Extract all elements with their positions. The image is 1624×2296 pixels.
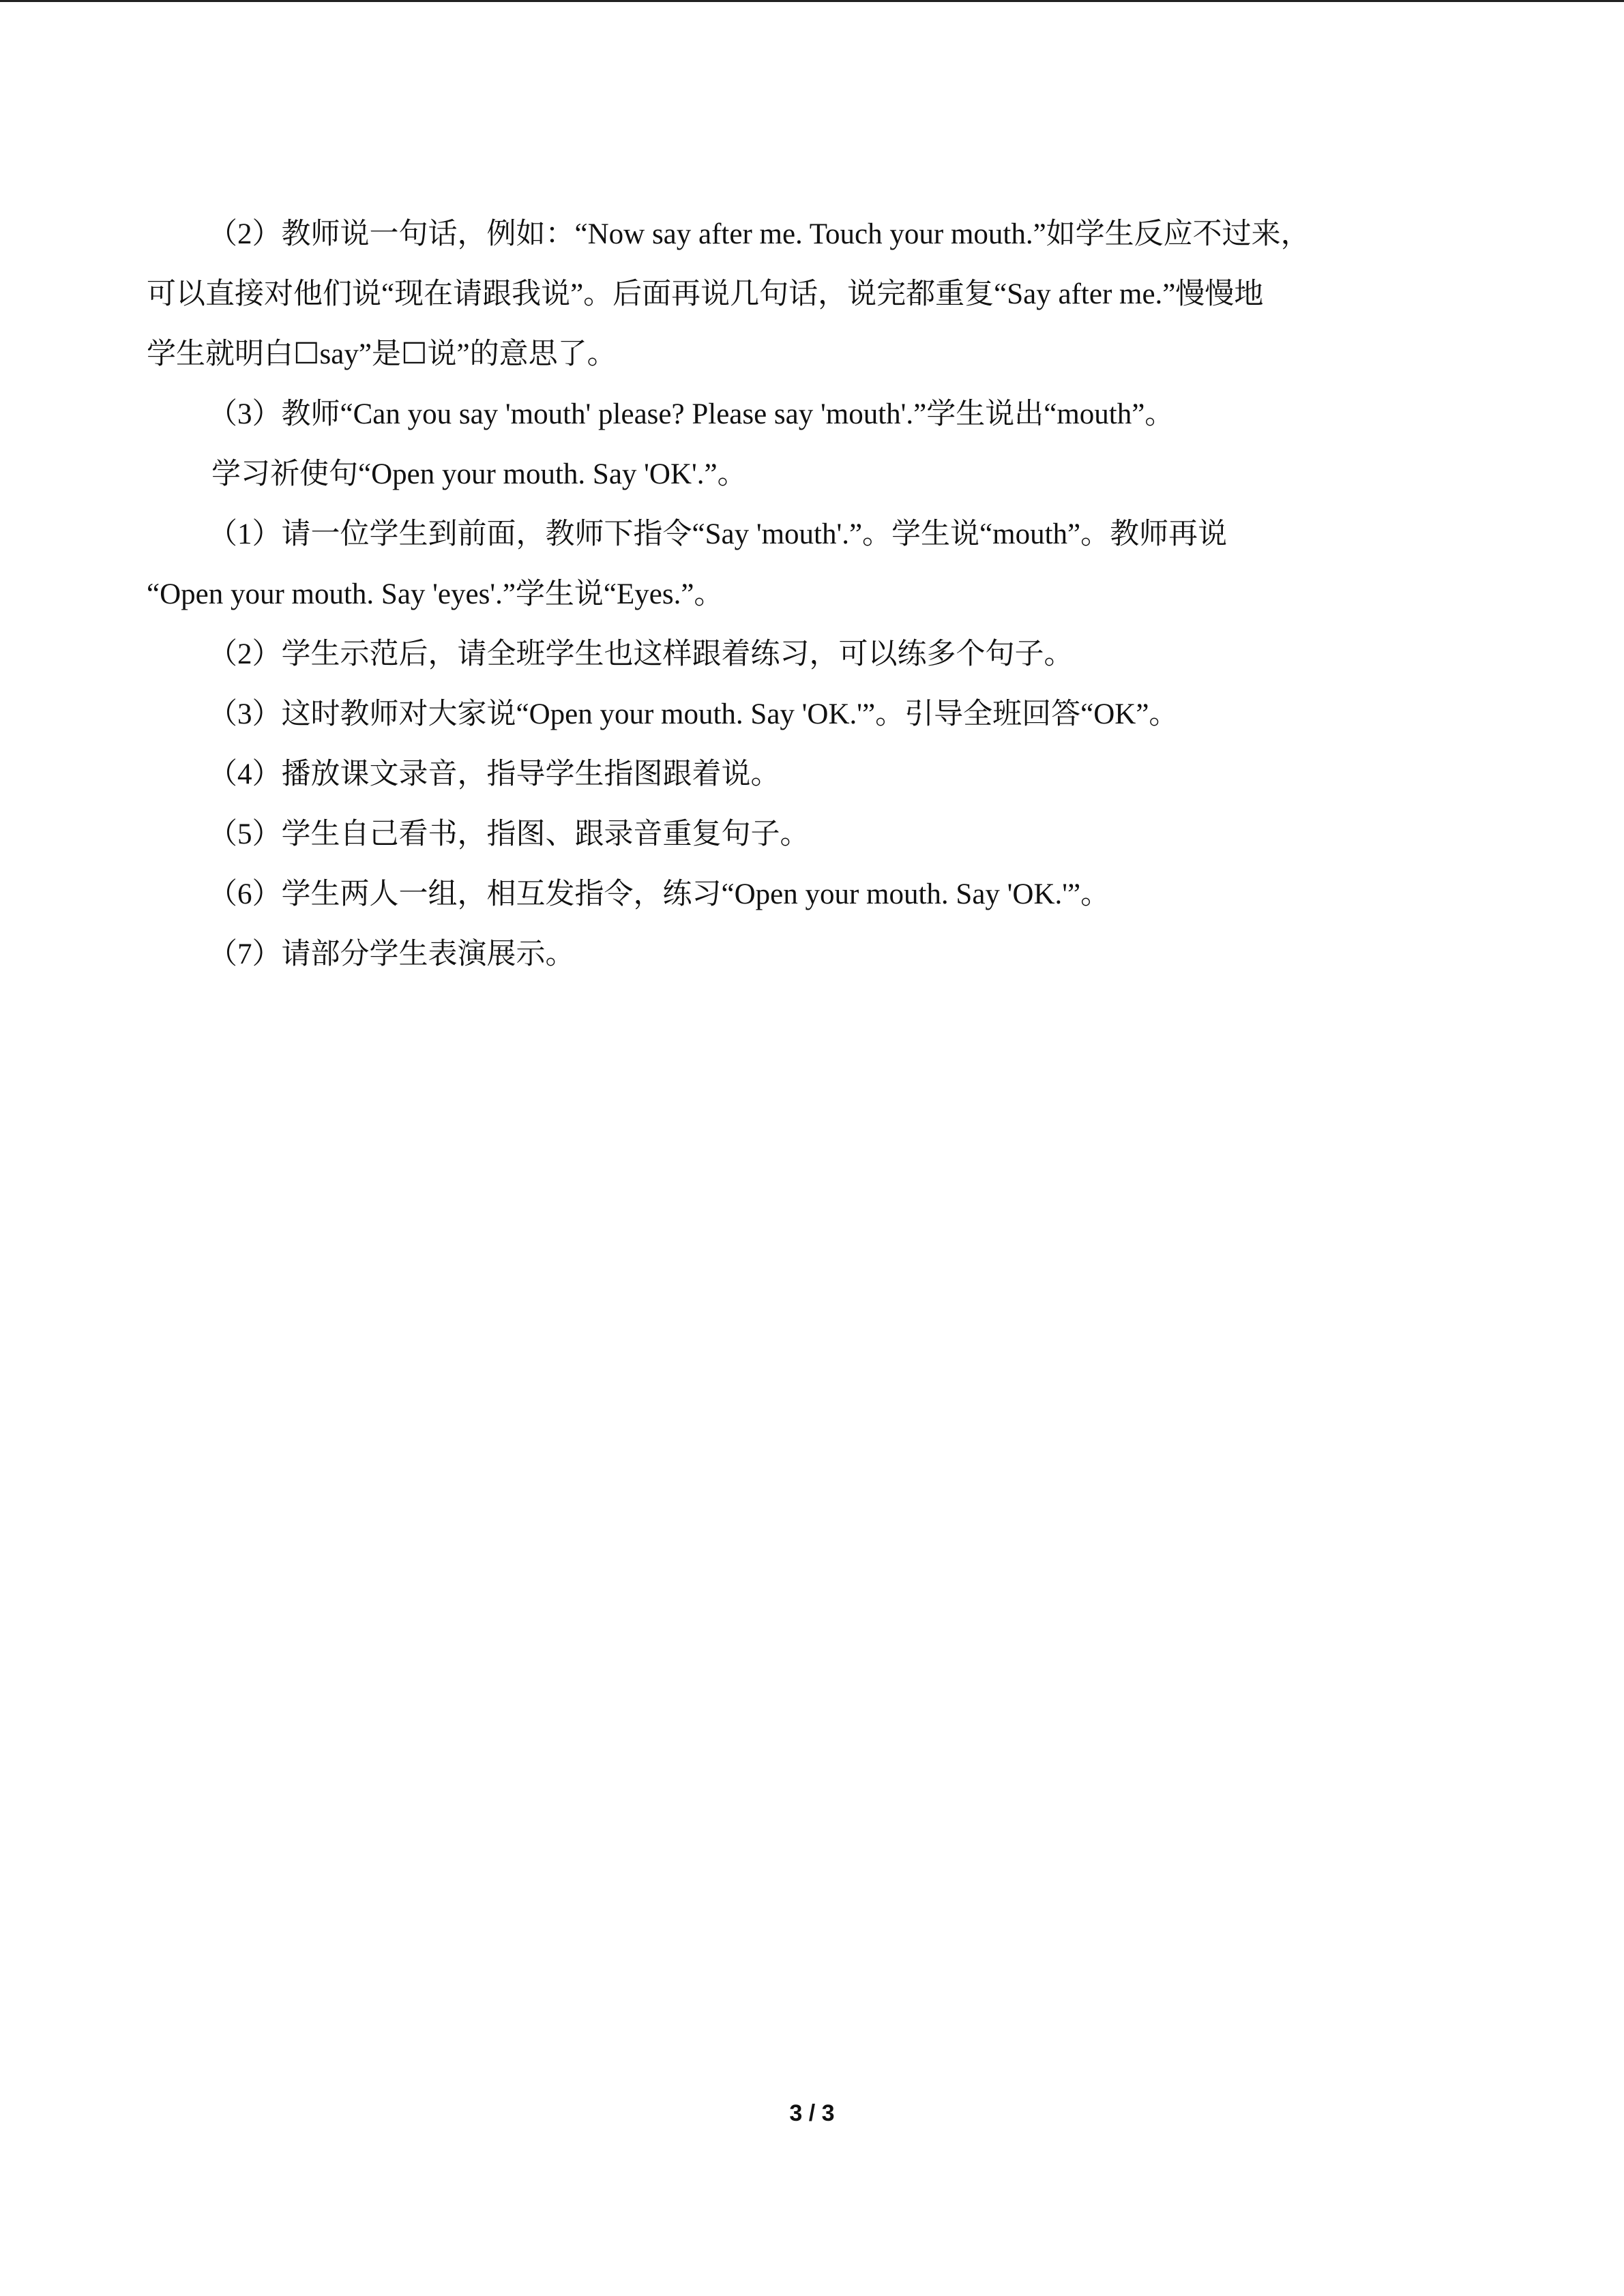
- paragraph-line: 可以直接对他们说“现在请跟我说”。后面再说几句话，说完都重复“Say after me.”慢慢地: [147, 278, 1264, 310]
- paragraph-line: （4）播放课文录音，指导学生指图跟着说。: [208, 758, 780, 790]
- paragraph-line: （3）这时教师对大家说“Open your mouth. Say 'OK.'”。引导全班回答“OK”。: [208, 698, 1179, 730]
- paragraph-line: （6）学生两人一组，相互发指令，练习“Open your mouth. Say 'OK.'”。: [208, 878, 1110, 910]
- section-heading-line: 学习祈使句“Open your mouth. Say 'OK'.”。: [211, 458, 747, 490]
- paragraph-line: （2）学生示范后，请全班学生也这样跟着练习，可以练多个句子。: [208, 638, 1074, 670]
- top-border-line: [0, 0, 1624, 2]
- paragraph-line: 学生就明白☐say”是☐说”的意思了。: [147, 338, 617, 370]
- paragraph-line: （2）教师说一句话，例如：“Now say after me. Touch your mouth.”如学生反应不过来，: [208, 218, 1310, 250]
- paragraph-line: “Open your mouth. Say 'eyes'.”学生说“Eyes.”。: [147, 578, 724, 610]
- paragraph-line: （3）教师“Can you say 'mouth' please? Please say 'mouth'.”学生说出“mouth”。: [208, 398, 1175, 430]
- page-number: 3 / 3: [789, 2100, 835, 2126]
- paragraph-line: （1）请一位学生到前面，教师下指令“Say 'mouth'.”。学生说“mouth”。教师再说: [208, 518, 1228, 550]
- document-body: [147, 205, 1478, 985]
- paragraph-line: （5）学生自己看书，指图、跟录音重复句子。: [208, 818, 810, 850]
- paragraph-line: （7）请部分学生表演展示。: [208, 938, 575, 970]
